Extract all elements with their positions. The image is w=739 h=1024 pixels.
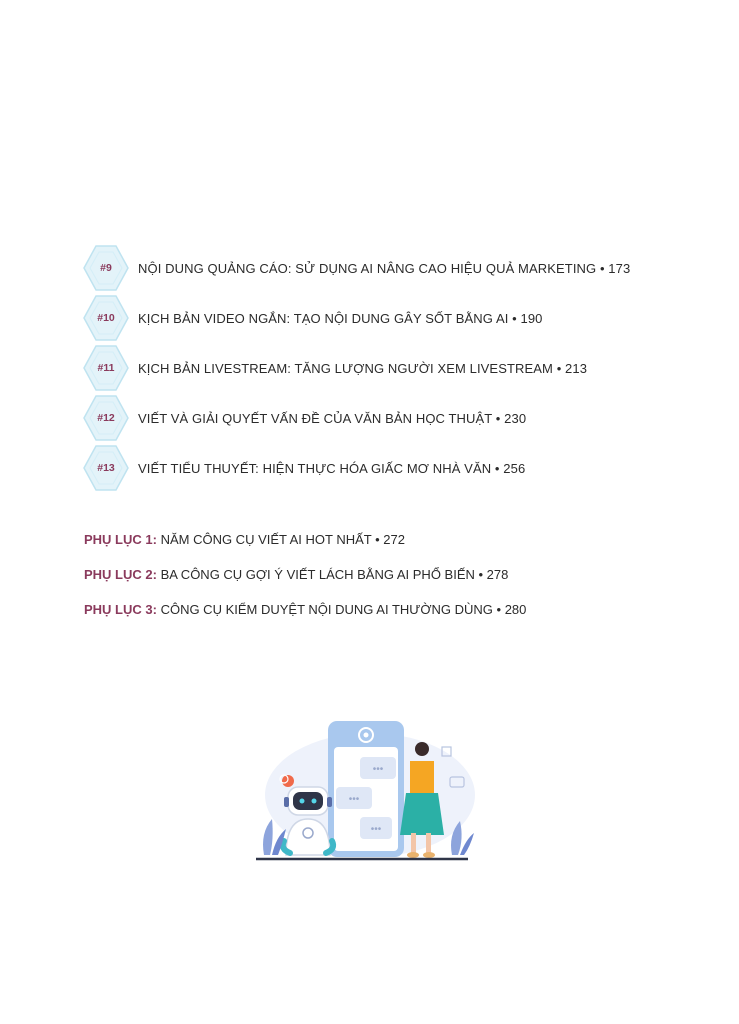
chapter-list xyxy=(82,243,702,493)
appendix-label: PHỤ LỤC 2: xyxy=(84,567,157,582)
svg-text:•••: ••• xyxy=(372,764,384,775)
hexagon-badge-icon xyxy=(82,443,130,493)
appendix-title: BA CÔNG CỤ GỢI Ý VIẾT LÁCH BẰNG AI PHỔ BIẾN • 278 xyxy=(156,567,509,582)
ai-chatbot-illustration xyxy=(250,715,480,865)
hexagon-badge-icon xyxy=(82,293,130,343)
hexagon-badge-icon xyxy=(82,243,130,293)
appendix-label: PHỤ LỤC 3: xyxy=(84,602,157,617)
chapter-title: KỊCH BẢN LIVESTREAM: TĂNG LƯỢNG NGƯỜI XEM LIVESTREAM • 213 xyxy=(138,360,588,376)
chapter-number: #12 xyxy=(97,412,115,424)
svg-text:•••: ••• xyxy=(348,794,360,805)
chapter-number: #9 xyxy=(100,262,112,274)
chapter-title: VIẾT VÀ GIẢI QUYẾT VẤN ĐỀ CỦA VĂN BẢN HỌC THUẬT • 230 xyxy=(138,410,527,426)
appendix-title: CÔNG CỤ KIỂM DUYỆT NỘI DUNG AI THƯỜNG DÙNG • 280 xyxy=(156,602,527,617)
chapter-title: NỘI DUNG QUẢNG CÁO: SỬ DỤNG AI NÂNG CAO HIỆU QUẢ MARKETING • 173 xyxy=(138,260,631,276)
appendix-title: NĂM CÔNG CỤ VIẾT AI HOT NHẤT • 272 xyxy=(156,532,405,547)
chapter-entry-10[interactable] xyxy=(82,293,702,343)
chapter-number: #10 xyxy=(97,312,115,324)
chapter-entry-12[interactable] xyxy=(82,393,702,443)
chapter-entry-13[interactable] xyxy=(82,443,702,493)
svg-text:•••: ••• xyxy=(370,824,382,835)
hexagon-badge-icon xyxy=(82,343,130,393)
chapter-number: #11 xyxy=(97,362,115,374)
appendix-entry-1[interactable] xyxy=(84,532,704,547)
chapter-title: VIẾT TIỂU THUYẾT: HIỆN THỰC HÓA GIẤC MƠ NHÀ VĂN • 256 xyxy=(138,460,526,476)
appendix-entry-3[interactable] xyxy=(84,602,704,617)
chapter-entry-9[interactable] xyxy=(82,243,702,293)
hexagon-badge-icon xyxy=(82,393,130,443)
chapter-entry-11[interactable] xyxy=(82,343,702,393)
appendix-entry-2[interactable] xyxy=(84,567,704,582)
chapter-number: #13 xyxy=(97,462,115,474)
appendix-label: PHỤ LỤC 1: xyxy=(84,532,157,547)
chapter-title: KỊCH BẢN VIDEO NGẮN: TẠO NỘI DUNG GÂY SỐT BẰNG AI • 190 xyxy=(138,310,543,326)
